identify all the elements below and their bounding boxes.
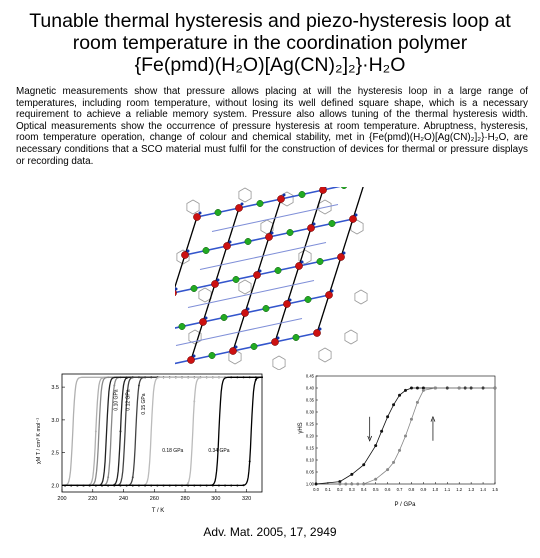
ag-atom [209, 352, 215, 358]
ag-atom [191, 285, 197, 291]
n-atom [241, 203, 244, 206]
chart2-ylabel: γHS [298, 422, 304, 434]
y-tick-label: 3.5 [51, 385, 59, 392]
data-point [113, 384, 115, 386]
chart2-xlabel: P / GPa [394, 502, 416, 508]
x-tick-label: 1.3 [468, 487, 475, 492]
y-tick-label: 0.05 [305, 469, 314, 475]
hysteresis-branch-cooling [62, 377, 262, 485]
data-point [392, 403, 395, 406]
data-point [362, 483, 365, 486]
data-point [350, 483, 353, 486]
data-point [76, 484, 78, 486]
fe-atom [295, 262, 302, 269]
ag-atom [287, 229, 293, 235]
pressure-annotation: 0.15 GPa [141, 393, 148, 415]
chart1-xlabel: T / K [151, 508, 165, 514]
data-point [70, 484, 72, 486]
data-point [199, 376, 201, 378]
data-point [206, 376, 208, 378]
title-line-3: {Fe(pmd)(H₂O)[Ag(CN)₂]₂}·H₂O [134, 54, 406, 76]
paper-title [0, 10, 540, 76]
data-point [193, 484, 195, 486]
n-atom [343, 252, 346, 255]
fe-atom [313, 329, 320, 336]
hysteresis-branch-heating [62, 377, 262, 485]
title-line-1: Tunable thermal hysteresis and piezo-hysteresis loop at [29, 10, 511, 32]
fe-atom [283, 300, 290, 307]
fe-atom [253, 271, 260, 278]
data-point [398, 394, 401, 397]
ag-atom [233, 276, 239, 282]
ag-atom [299, 191, 305, 197]
data-point [150, 376, 152, 378]
hysteresis-branch-heating [62, 377, 262, 485]
data-point [261, 376, 263, 378]
x-tick-label: 1.5 [492, 487, 498, 492]
crystal-structure-figure [175, 187, 375, 370]
fe-atom [187, 356, 194, 363]
x-tick-label: 0.2 [336, 487, 343, 492]
data-point [410, 418, 413, 421]
hysteresis-branch-heating [62, 377, 262, 485]
n-atom [205, 317, 208, 320]
ag-atom [341, 187, 347, 189]
x-tick-label: 320 [242, 496, 252, 502]
pmd-bridge [341, 219, 353, 257]
data-point [126, 484, 128, 486]
cyanide-bond [272, 281, 314, 290]
data-point [386, 468, 389, 471]
data-point [243, 484, 245, 486]
pmd-bridge [317, 295, 329, 333]
x-tick-label: 300 [211, 496, 221, 502]
data-point [193, 400, 195, 402]
ag-atom [293, 334, 299, 340]
x-tick-label: 260 [149, 496, 159, 502]
data-point [315, 483, 318, 486]
data-point [95, 484, 97, 486]
ag-atom [263, 305, 269, 311]
data-point [119, 430, 121, 432]
data-point [434, 387, 437, 390]
plot-frame [62, 374, 262, 492]
data-point [107, 476, 109, 478]
fe-atom [235, 204, 242, 211]
data-point [356, 483, 359, 486]
hysteresis-branch-cooling [62, 377, 262, 485]
data-point [132, 476, 134, 478]
pyrimidine-ring [355, 290, 367, 304]
pressure-annotation: 0.10 GPa [113, 389, 120, 411]
pmd-bridge [185, 217, 197, 255]
hysteresis-branch-cooling [62, 377, 262, 485]
title-line-2: room temperature in the coordination polymer [72, 32, 468, 54]
data-point [187, 484, 189, 486]
n-atom [313, 223, 316, 226]
x-tick-label: 200 [57, 496, 67, 502]
citation: Adv. Mat. 2005, 17, 2949 [203, 525, 337, 539]
data-point [83, 484, 85, 486]
chart1-ylabel: χM T / cm³ K mol⁻¹ [36, 417, 42, 465]
data-point [212, 376, 214, 378]
y-tick-label: 2.5 [51, 450, 59, 457]
y-tick-label: 0.15 [305, 445, 314, 451]
data-point [416, 387, 419, 390]
hysteresis-branch-heating [62, 377, 262, 485]
x-tick-label: 0.3 [348, 487, 355, 492]
fe-atom [229, 347, 236, 354]
hysteresis-branch-heating [62, 377, 262, 485]
x-tick-label: 1.2 [456, 487, 463, 492]
pmd-bridge [175, 255, 185, 293]
n-atom [193, 355, 196, 358]
thermal-hysteresis-chart [30, 366, 270, 516]
pressure-annotation: 0.34 GPa [208, 448, 230, 454]
n-atom [187, 250, 190, 253]
ag-atom [221, 314, 227, 320]
data-point [138, 384, 140, 386]
data-point [89, 484, 91, 486]
data-point [236, 484, 238, 486]
n-atom [229, 241, 232, 244]
data-point [494, 387, 497, 390]
n-atom [247, 308, 250, 311]
fe-atom [337, 253, 344, 260]
data-point [392, 461, 395, 464]
cyanide-bond [296, 205, 338, 214]
data-point [156, 484, 158, 486]
data-point [380, 430, 383, 433]
pyrimidine-ring [319, 348, 331, 362]
y-tick-label: 0.25 [305, 421, 314, 427]
fe-atom [223, 242, 230, 249]
pressure-hysteresis-chart [290, 366, 505, 516]
n-atom [331, 290, 334, 293]
ag-atom [251, 343, 257, 349]
data-point [187, 482, 189, 484]
ag-atom [203, 247, 209, 253]
data-point [113, 484, 115, 486]
x-tick-label: 0.8 [408, 487, 415, 492]
fe-atom [325, 291, 332, 298]
y-tick-label: 0.10 [305, 457, 314, 463]
data-point [150, 484, 152, 486]
x-tick-label: 240 [118, 496, 129, 502]
y-tick-label: 0.45 [305, 373, 314, 379]
data-point [374, 444, 377, 447]
data-point [107, 484, 109, 486]
data-point [344, 483, 347, 486]
x-tick-label: 220 [88, 496, 98, 502]
data-point [181, 484, 183, 486]
pmd-bridge [329, 257, 341, 295]
data-point [199, 484, 201, 486]
hysteresis-branch-heating [62, 377, 262, 485]
ag-atom [305, 296, 311, 302]
data-point [249, 460, 251, 462]
x-tick-label: 0.7 [396, 487, 403, 492]
data-point [212, 484, 214, 486]
data-point [95, 430, 97, 432]
data-point [218, 376, 220, 378]
data-point [458, 387, 461, 390]
data-point [404, 435, 407, 438]
fe-atom [193, 213, 200, 220]
n-atom [199, 212, 202, 215]
pyrimidine-ring [199, 288, 211, 302]
cyanide-bond [242, 252, 284, 261]
fe-atom [271, 338, 278, 345]
y-tick-label: 0.40 [305, 385, 314, 391]
data-point [255, 379, 257, 381]
pressure-annotation: 0.12 GPa [125, 389, 132, 411]
pressure-annotation: 0.18 GPa [162, 448, 184, 454]
data-point [416, 401, 419, 404]
data-point [362, 463, 365, 466]
fe-atom [241, 309, 248, 316]
x-tick-label: 0.9 [420, 487, 427, 492]
y-tick-label: 0.30 [305, 409, 314, 415]
data-point [119, 484, 121, 486]
fe-atom [319, 187, 326, 194]
fe-atom [181, 251, 188, 258]
hysteresis-branch-cooling [62, 377, 262, 485]
cyanide-bond [254, 214, 296, 223]
data-point [101, 484, 103, 486]
ag-atom [215, 209, 221, 215]
data-point [126, 377, 128, 379]
n-atom [283, 194, 286, 197]
y-tick-label: 2.0 [51, 483, 59, 490]
fe-atom [211, 280, 218, 287]
x-tick-label: 0.1 [325, 487, 331, 492]
fe-atom [349, 215, 356, 222]
x-tick-label: 1.1 [444, 487, 451, 492]
cyanide-bond [200, 261, 242, 270]
data-point [338, 483, 341, 486]
ag-atom [329, 220, 335, 226]
cyanide-bond [260, 319, 302, 328]
data-point [422, 389, 425, 392]
ag-atom [179, 323, 185, 329]
n-atom [319, 328, 322, 331]
n-atom [355, 214, 358, 217]
hysteresis-branch-cooling [62, 377, 262, 485]
data-point [410, 387, 413, 390]
ag-atom [257, 200, 263, 206]
data-point [101, 377, 103, 379]
data-point [230, 484, 232, 486]
y-tick-label: 3.0 [51, 417, 59, 424]
x-tick-label: 0.0 [313, 487, 319, 492]
x-tick-label: 0.4 [360, 487, 367, 492]
abstract-text: Magnetic measurements show that pressure allows placing at will the hysteresis loop in a large range of temperatures, including room temperature, without losing its well defined square shape, which is a necessary requirement to achieve a reliable memory system. Pressure also allows tuning of the thermal hysteresis width. Optical measurements show the occurrence of pressure hysteresis at room temperature. Abruptness, hysteresis, room temperature operation, change of colour and chemical stability, met in {Fe(pmd)(H₂O)[Ag(CN)₂]₂}·H₂O, are necessary conditions that a SCO material must fulfil for the construction of devices for thermal or pressure displays or recording data. [16, 86, 528, 167]
data-point [350, 473, 353, 476]
data-point [218, 484, 220, 486]
fe-atom [199, 318, 206, 325]
hysteresis-branch-cooling [62, 377, 262, 485]
n-atom [235, 346, 238, 349]
x-tick-label: 0.5 [372, 487, 379, 492]
n-atom [301, 261, 304, 264]
x-tick-label: 1.0 [432, 487, 439, 492]
ag-atom [275, 267, 281, 273]
pyrimidine-ring [187, 200, 199, 214]
fe-atom [277, 195, 284, 202]
cyanide-bond [176, 337, 218, 346]
data-point [144, 484, 146, 486]
data-point [132, 484, 134, 486]
data-point [163, 484, 165, 486]
data-point [175, 484, 177, 486]
plot-frame [316, 376, 495, 484]
n-atom [259, 270, 262, 273]
data-point [224, 484, 226, 486]
cyanide-bond [212, 223, 254, 232]
x-tick-label: 1.4 [480, 487, 486, 492]
y-tick-label: 0.20 [305, 433, 314, 439]
n-atom [289, 299, 292, 302]
data-point [144, 376, 146, 378]
ag-atom [245, 238, 251, 244]
ag-atom [317, 258, 323, 264]
pyrimidine-ring [273, 356, 285, 370]
y-tick-label: 1.00 [305, 481, 314, 487]
data-point [138, 484, 140, 486]
data-point [404, 389, 407, 392]
fe-atom [307, 224, 314, 231]
pyrimidine-ring [239, 188, 251, 202]
pyrimidine-ring [345, 330, 357, 344]
pyrimidine-ring [239, 280, 251, 294]
data-point [169, 484, 171, 486]
fe-atom [265, 233, 272, 240]
data-point [374, 478, 377, 481]
n-atom [217, 279, 220, 282]
data-point [398, 449, 401, 452]
data-point [386, 415, 389, 418]
n-atom [175, 288, 178, 291]
data-point [64, 484, 66, 486]
y-tick-label: 0.35 [305, 397, 314, 403]
x-tick-label: 280 [180, 496, 190, 502]
n-atom [277, 337, 280, 340]
n-atom [271, 232, 274, 235]
cyanide-bond [218, 328, 260, 337]
x-tick-label: 0.6 [384, 487, 391, 492]
data-point [206, 484, 208, 486]
